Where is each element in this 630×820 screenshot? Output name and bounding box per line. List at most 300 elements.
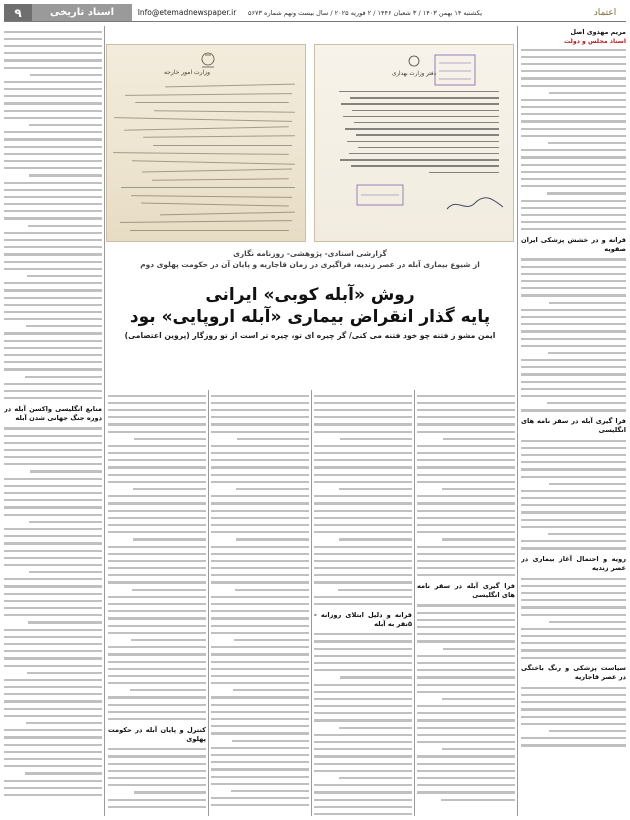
text-line xyxy=(521,82,626,89)
text-line xyxy=(211,737,309,744)
text-line-ink xyxy=(4,787,102,789)
text-line xyxy=(108,579,206,586)
text-line xyxy=(4,287,102,294)
text-line-ink xyxy=(417,546,515,548)
text-line xyxy=(4,251,102,258)
text-line xyxy=(417,623,515,630)
text-line xyxy=(314,810,412,816)
typed-line xyxy=(350,97,499,98)
text-line-ink xyxy=(4,758,102,760)
text-line-ink xyxy=(4,31,102,33)
text-line-ink xyxy=(134,438,206,440)
text-line xyxy=(417,500,515,507)
text-line-ink xyxy=(4,117,102,119)
text-line xyxy=(4,121,102,128)
text-line-ink xyxy=(4,607,102,609)
text-line xyxy=(4,791,102,798)
text-line-ink xyxy=(521,113,626,115)
text-line-ink xyxy=(4,427,102,429)
text-line xyxy=(4,179,102,186)
text-line-ink xyxy=(521,338,626,340)
text-line-ink xyxy=(442,488,515,490)
text-line xyxy=(417,609,515,616)
text-line xyxy=(521,226,626,233)
body-text xyxy=(4,28,102,402)
text-line xyxy=(521,104,626,111)
text-line xyxy=(314,450,412,457)
handwriting-stroke xyxy=(135,102,289,103)
text-line-ink xyxy=(314,517,412,519)
text-line xyxy=(521,625,626,632)
body-text xyxy=(314,631,412,816)
text-line xyxy=(4,193,102,200)
text-line-ink xyxy=(211,632,309,634)
text-line-ink xyxy=(314,574,412,576)
text-line-ink xyxy=(521,614,626,616)
text-line-ink xyxy=(521,723,626,725)
text-line-ink xyxy=(521,599,626,601)
ministry-emblem xyxy=(405,53,423,69)
text-line-ink xyxy=(417,640,515,642)
text-line xyxy=(4,337,102,344)
text-line-ink xyxy=(314,596,412,598)
text-line xyxy=(4,719,102,726)
government-emblem xyxy=(197,51,219,69)
text-line-ink xyxy=(211,574,309,576)
text-line-ink xyxy=(4,340,102,342)
text-line-ink xyxy=(339,538,413,540)
text-line xyxy=(4,71,102,78)
text-line-ink xyxy=(549,302,626,304)
text-line xyxy=(4,504,102,511)
text-line xyxy=(417,435,515,442)
text-line xyxy=(314,507,412,514)
text-line xyxy=(4,712,102,719)
text-line xyxy=(417,659,515,666)
text-line-ink xyxy=(417,777,515,779)
text-line xyxy=(521,96,626,103)
handwriting-stroke xyxy=(142,168,292,172)
text-line xyxy=(108,514,206,521)
text-line-ink xyxy=(521,214,626,216)
text-line-ink xyxy=(211,696,309,698)
text-line-ink xyxy=(108,431,206,433)
text-line-ink xyxy=(4,449,102,451)
text-line xyxy=(417,667,515,674)
text-line xyxy=(417,746,515,753)
text-line xyxy=(521,263,626,270)
body-text xyxy=(211,392,309,809)
text-line xyxy=(4,93,102,100)
text-line-ink xyxy=(4,463,102,465)
dateline: یکشنبه ۱۴ بهمن ۱۴۰۳ / ۳ شعبان ۱۴۴۶ / ۲ فوریه ۲۰۲۵ / سال بیست ونهم شماره ۵۶۷۳ xyxy=(248,8,482,17)
text-line xyxy=(4,330,102,337)
text-line xyxy=(211,694,309,701)
typed-line xyxy=(429,172,499,173)
text-line-ink xyxy=(549,483,626,485)
text-line xyxy=(211,457,309,464)
text-line-ink xyxy=(211,797,309,799)
text-line-ink xyxy=(4,318,102,320)
body-text xyxy=(108,392,206,723)
text-line xyxy=(4,143,102,150)
text-line-ink xyxy=(4,557,102,559)
text-line-ink xyxy=(4,189,102,191)
text-line-ink xyxy=(314,741,412,743)
text-line-ink xyxy=(108,668,206,670)
text-line xyxy=(211,507,309,514)
text-line-ink xyxy=(30,74,102,76)
text-line-ink xyxy=(130,689,206,691)
text-line xyxy=(108,392,206,399)
text-line xyxy=(314,414,412,421)
text-line xyxy=(521,364,626,371)
text-line xyxy=(4,612,102,619)
column-divider xyxy=(104,26,105,816)
text-line-ink xyxy=(314,784,412,786)
text-line xyxy=(521,699,626,706)
text-line-ink xyxy=(417,684,515,686)
text-line xyxy=(4,561,102,568)
text-line-ink xyxy=(417,719,515,721)
text-line-ink xyxy=(4,514,102,516)
text-line xyxy=(4,136,102,143)
text-line-ink xyxy=(417,452,515,454)
text-line-ink xyxy=(417,691,515,693)
text-line xyxy=(521,466,626,473)
text-line-ink xyxy=(133,538,207,540)
text-line xyxy=(417,565,515,572)
text-line-ink xyxy=(521,359,626,361)
text-line xyxy=(417,457,515,464)
text-line xyxy=(417,450,515,457)
text-line-ink xyxy=(4,45,102,47)
text-line xyxy=(211,586,309,593)
text-line xyxy=(314,753,412,760)
text-line xyxy=(211,572,309,579)
text-line-ink xyxy=(4,311,102,313)
text-line xyxy=(4,619,102,626)
subheading: سیاست پزشکی و رنگ باختگی در عصر قاجاریه xyxy=(521,664,626,682)
text-line xyxy=(521,313,626,320)
text-line-ink xyxy=(314,684,412,686)
text-line xyxy=(521,706,626,713)
text-line xyxy=(108,521,206,528)
text-line-ink xyxy=(314,791,412,793)
text-line-ink xyxy=(27,672,102,674)
text-line-ink xyxy=(4,499,102,501)
text-line-ink xyxy=(521,373,626,375)
text-line-ink xyxy=(521,497,626,499)
text-line-ink xyxy=(417,466,515,468)
text-line-ink xyxy=(4,693,102,695)
text-line-ink xyxy=(4,38,102,40)
handwriting-stroke xyxy=(113,152,289,155)
text-line-ink xyxy=(4,665,102,667)
text-line-ink xyxy=(521,287,626,289)
text-line-ink xyxy=(521,526,626,528)
text-line xyxy=(521,125,626,132)
text-line-ink xyxy=(521,578,626,580)
text-line xyxy=(108,774,206,781)
text-line-ink xyxy=(30,470,102,472)
text-line-ink xyxy=(314,603,412,605)
text-line xyxy=(521,183,626,190)
text-line-ink xyxy=(314,581,412,583)
text-line xyxy=(521,530,626,537)
text-line xyxy=(314,543,412,550)
text-line-ink xyxy=(521,649,626,651)
text-line-ink xyxy=(521,381,626,383)
text-line xyxy=(4,763,102,770)
text-line xyxy=(4,100,102,107)
text-line-ink xyxy=(417,423,515,425)
text-line xyxy=(314,514,412,521)
text-line-ink xyxy=(108,395,206,397)
handwriting-stroke xyxy=(154,110,295,113)
text-line xyxy=(4,229,102,236)
right-column xyxy=(521,28,626,816)
text-line-ink xyxy=(521,657,626,659)
text-line xyxy=(417,796,515,803)
text-line-ink xyxy=(236,488,309,490)
text-line-ink xyxy=(548,352,626,354)
text-line xyxy=(4,432,102,439)
text-line xyxy=(108,782,206,789)
text-line xyxy=(314,710,412,717)
text-line xyxy=(314,667,412,674)
main-headline: روش «آبله کوبی» ایرانی xyxy=(205,285,415,305)
text-line-ink xyxy=(521,395,626,397)
body-text xyxy=(521,437,626,552)
text-line xyxy=(4,755,102,762)
text-line-ink xyxy=(314,466,412,468)
text-line xyxy=(521,735,626,742)
handwriting-stroke xyxy=(121,187,295,188)
text-line xyxy=(521,654,626,661)
text-line xyxy=(417,442,515,449)
text-line-ink xyxy=(211,754,309,756)
text-line xyxy=(314,695,412,702)
text-line xyxy=(108,485,206,492)
text-line xyxy=(417,421,515,428)
text-line-ink xyxy=(4,81,102,83)
text-line-ink xyxy=(4,614,102,616)
subheading: قرانه و در خشش پزشکی ایران صفویه xyxy=(521,235,626,253)
document-header-text: دفتر وزارت بهداری xyxy=(391,71,437,77)
text-line-ink xyxy=(28,621,102,623)
text-line xyxy=(4,294,102,301)
text-line xyxy=(314,782,412,789)
text-line xyxy=(521,292,626,299)
text-line xyxy=(521,597,626,604)
text-line xyxy=(521,459,626,466)
text-line-ink xyxy=(211,395,309,397)
text-line xyxy=(521,633,626,640)
text-line-ink xyxy=(521,56,626,58)
text-line-ink xyxy=(548,142,626,144)
text-line-ink xyxy=(339,727,412,729)
text-line-ink xyxy=(314,502,412,504)
text-line-ink xyxy=(4,146,102,148)
text-line-ink xyxy=(211,804,309,806)
text-line-ink xyxy=(417,395,515,397)
text-line-ink xyxy=(108,763,206,765)
text-line-ink xyxy=(549,621,626,623)
text-line-ink xyxy=(417,604,515,606)
text-line-ink xyxy=(4,485,102,487)
text-line-ink xyxy=(521,200,626,202)
text-line xyxy=(314,731,412,738)
column-divider xyxy=(414,390,415,816)
text-line xyxy=(314,435,412,442)
text-line xyxy=(521,720,626,727)
text-line-ink xyxy=(108,661,206,663)
text-line-ink xyxy=(521,628,626,630)
text-line-ink xyxy=(417,741,515,743)
text-line-ink xyxy=(314,806,412,808)
text-line-ink xyxy=(108,402,206,404)
text-line-ink xyxy=(521,511,626,513)
typed-line xyxy=(349,153,499,154)
text-line xyxy=(314,529,412,536)
email-address[interactable]: Info@etemadnewspaper.ir xyxy=(137,8,237,17)
handwriting-stroke xyxy=(125,93,292,96)
text-line-ink xyxy=(211,481,309,483)
text-line-ink xyxy=(4,686,102,688)
text-line-ink xyxy=(521,519,626,521)
text-line-ink xyxy=(521,294,626,296)
body-text xyxy=(4,425,102,799)
text-line xyxy=(4,316,102,323)
text-line-ink xyxy=(314,691,412,693)
text-line-ink xyxy=(4,246,102,248)
text-line-ink xyxy=(417,481,515,483)
text-line-ink xyxy=(4,442,102,444)
text-line-ink xyxy=(521,744,626,746)
text-line xyxy=(211,665,309,672)
handwriting-stroke xyxy=(141,202,289,206)
text-line xyxy=(4,569,102,576)
text-line-ink xyxy=(233,689,309,691)
body-column-3 xyxy=(211,392,309,816)
subheading: قرانه و دلیل ابتلای روزانه - ۵نفر به آبله xyxy=(314,610,412,628)
text-line-ink xyxy=(211,416,309,418)
text-line xyxy=(4,748,102,755)
text-line-ink xyxy=(521,504,626,506)
text-line-ink xyxy=(314,734,412,736)
text-line-ink xyxy=(521,156,626,158)
text-line-ink xyxy=(211,567,309,569)
text-line xyxy=(211,672,309,679)
text-line xyxy=(211,787,309,794)
text-line xyxy=(211,773,309,780)
text-line-ink xyxy=(108,553,206,555)
text-line-ink xyxy=(314,640,412,642)
text-line xyxy=(521,68,626,75)
text-line-ink xyxy=(521,258,626,260)
text-line-ink xyxy=(211,725,309,727)
text-line xyxy=(211,658,309,665)
text-line-ink xyxy=(314,553,412,555)
text-line xyxy=(417,738,515,745)
text-line xyxy=(211,701,309,708)
text-line xyxy=(4,583,102,590)
text-line-ink xyxy=(4,535,102,537)
text-line xyxy=(521,611,626,618)
text-line-ink xyxy=(108,481,206,483)
text-line xyxy=(521,46,626,53)
text-line xyxy=(521,161,626,168)
text-line-ink xyxy=(211,531,309,533)
text-line-ink xyxy=(4,203,102,205)
text-line-ink xyxy=(417,791,515,793)
text-line xyxy=(314,767,412,774)
handwriting-stroke xyxy=(165,84,295,88)
text-line xyxy=(108,687,206,694)
handwriting-stroke xyxy=(130,230,289,231)
text-line-ink xyxy=(521,409,626,411)
text-line xyxy=(108,493,206,500)
text-line-ink xyxy=(340,676,412,678)
text-line xyxy=(417,760,515,767)
text-line xyxy=(314,442,412,449)
text-line-ink xyxy=(108,423,206,425)
text-line xyxy=(521,713,626,720)
text-line-ink xyxy=(521,701,626,703)
text-line xyxy=(211,766,309,773)
text-line xyxy=(4,395,102,402)
text-line xyxy=(4,626,102,633)
text-line xyxy=(4,150,102,157)
text-line xyxy=(108,399,206,406)
text-line-ink xyxy=(314,416,412,418)
text-line-ink xyxy=(417,770,515,772)
text-line xyxy=(521,385,626,392)
text-line-ink xyxy=(314,474,412,476)
text-line xyxy=(4,272,102,279)
text-line xyxy=(4,280,102,287)
typed-line xyxy=(345,128,499,129)
typed-line xyxy=(352,110,499,111)
text-line-ink xyxy=(4,780,102,782)
text-line-ink xyxy=(4,679,102,681)
text-line xyxy=(521,118,626,125)
text-line xyxy=(417,478,515,485)
text-line xyxy=(314,717,412,724)
text-line xyxy=(417,543,515,550)
text-line-ink xyxy=(4,167,102,169)
text-line-ink xyxy=(211,452,309,454)
text-line xyxy=(4,387,102,394)
text-line-ink xyxy=(4,657,102,659)
text-line-ink xyxy=(4,196,102,198)
text-line xyxy=(4,222,102,229)
column-divider xyxy=(311,390,312,816)
text-line xyxy=(521,378,626,385)
text-line xyxy=(211,636,309,643)
text-line-ink xyxy=(417,727,515,729)
text-line-ink xyxy=(314,748,412,750)
text-line xyxy=(108,565,206,572)
text-line xyxy=(417,789,515,796)
text-line xyxy=(4,604,102,611)
text-line xyxy=(417,767,515,774)
text-line-ink xyxy=(521,694,626,696)
text-line-ink xyxy=(4,506,102,508)
text-line xyxy=(108,665,206,672)
text-line xyxy=(417,464,515,471)
